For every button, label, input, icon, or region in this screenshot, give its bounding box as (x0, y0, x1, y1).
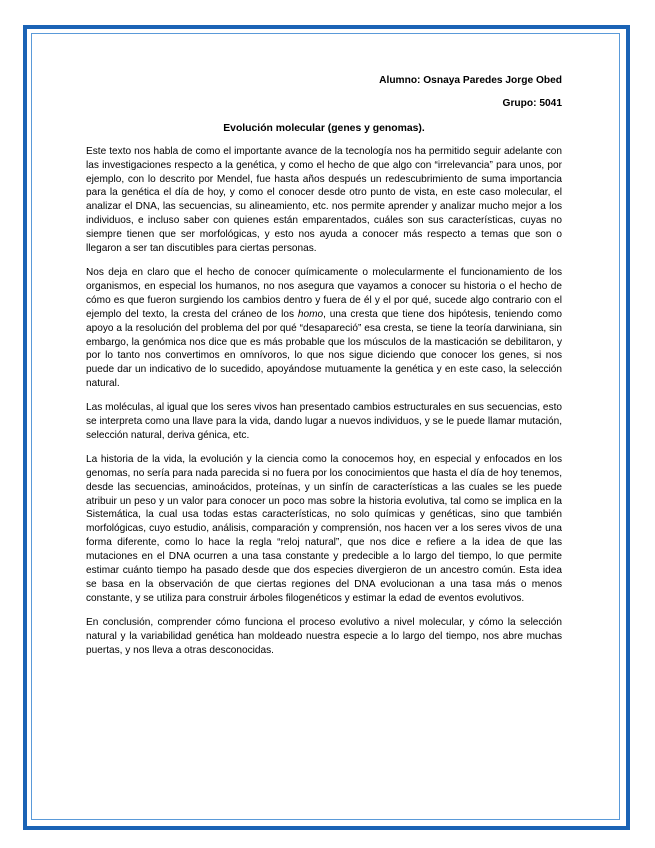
paragraph-2-text-after: , una cresta que tiene dos hipótesis, teniendo como apoyo a la resolución del problema del por qué “desapareció” esa cresta, se tiene la teoría darwiniana, sin embargo, la genómica nos dice que es más probable que los músculos de la masticación se debilitaron, y por lo tanto nos convertimos en omnívoros, lo que nos sigue diciendo que conocer los genes, si nos puede dar un indicativo de lo sucedido, apoyándose mutuamente la genética y en este caso, la selección natural. (86, 308, 562, 390)
paragraph-4: La historia de la vida, la evolución y la ciencia como la conocemos hoy, en especial y enfocados en los genomas, no sería para nada parecida si no fuera por los conocimientos que hasta el día de hoy tenemos, desde las secuencias, aminoácidos, proteínas, y un sinfín de características a las cuales se les puede atribuir un peso y un valor para conocer un poco mas sobre la historia evolutiva, tal como se implica en la Sistemática, la cual usa todas estas características, no solo químicas y genéticas, sino que también morfológicas, cuyo estudio, análisis, comparación y comprensión, nos hacen ver a los seres vivos de una forma diferente, como lo hace la regla “reloj natural”, que nos dice e refiere a la idea de que las mutaciones en el DNA ocurren a una tasa constante y predecible a lo largo del tiempo, lo que permite estimar cuánto tiempo ha pasado desde que dos especies divergieron de un ancestro común. Esta idea se basa en la observación de que ciertas regiones del DNA evolucionan a una tasa más o menos constante, y se utiliza para construir árboles filogenéticos y estimar la edad de eventos evolutivos. (86, 453, 562, 604)
paragraph-5: En conclusión, comprender cómo funciona el proceso evolutivo a nivel molecular, y cómo la selección natural y la variabilidad genética han moldeado nuestra especie a lo largo del tiempo, nos abre muchas puertas, y nos lleva a otras desconocidas. (86, 616, 562, 656)
document-body (86, 74, 562, 668)
paragraph-1: Este texto nos habla de como el importante avance de la tecnología nos ha permitido seguir adelante con las investigaciones respecto a la genética, y como el hecho de que algo con “irrelevancia” para unos, por ejemplo, con lo descrito por Mendel, fue hasta años después un redescubrimiento de suma importancia para la genética el día de hoy, y como el conocer desde otro punto de vista, en este caso molecular, el analizar el DNA, las secuencias, su alineamiento, etc. nos permite aprender y analizar mucho mejor a los individuos, e incluso saber con quienes están emparentados, cuáles son sus características, cuyas no siempre tienen que ser morfológicas, y esto nos ayuda a conocer más respecto a temas que son o llegaron a ser tan discutibles para ciertas personas. (86, 145, 562, 255)
student-name: Alumno: Osnaya Paredes Jorge Obed (379, 75, 562, 86)
group-label: Grupo: 5041 (502, 97, 562, 109)
paragraph-3: Las moléculas, al igual que los seres vivos han presentado cambios estructurales en sus secuencias, esto se interpreta como una llave para la vida, dando lugar a nuevos individuos, y se le puede llamar mutación, selección natural, deriva génica, etc. (86, 402, 562, 441)
paragraph-2-italic-term: homo (297, 308, 324, 320)
paragraph-2-text-before: Nos deja en claro que el hecho de conocer químicamente o molecularmente el funcionamiento de los organismos, en especial los humanos, no nos asegura que vayamos a conocer su historia o el hecho de cómo es que fueron surgiendo los cambios dentro y fuera de él y el por qué, sucede algo contrario con el ejemplo del texto, la cresta del cráneo de los (86, 266, 562, 320)
document-title: Evolución molecular (genes y genomas). (223, 122, 425, 134)
paragraph-2 (86, 266, 562, 391)
